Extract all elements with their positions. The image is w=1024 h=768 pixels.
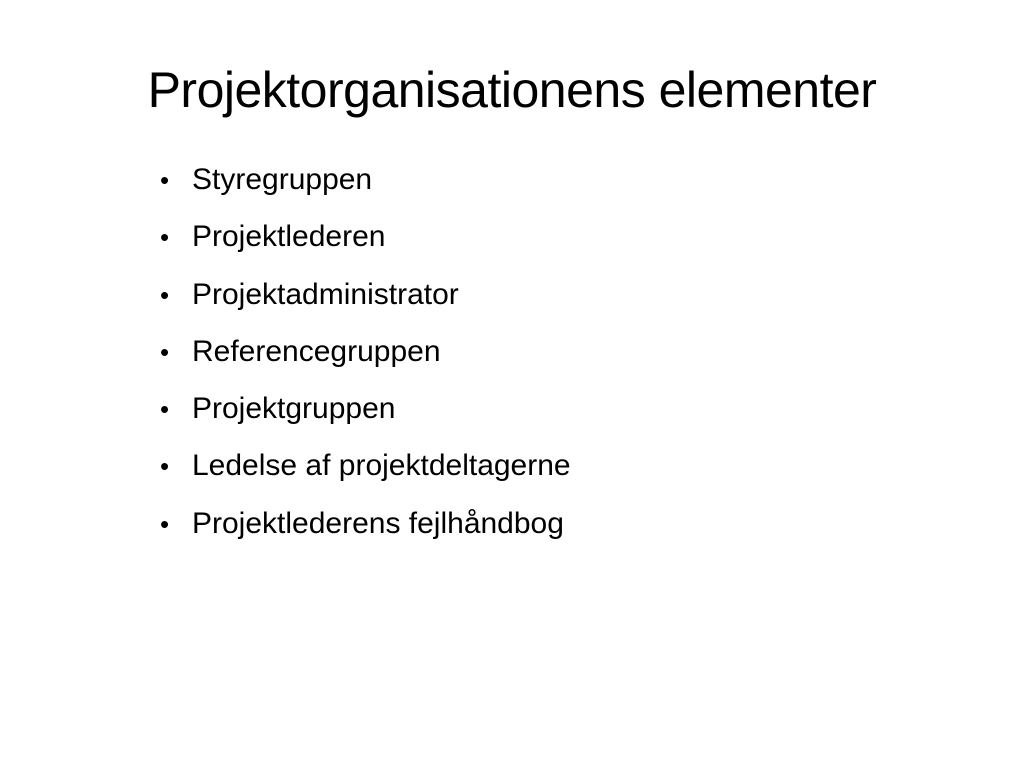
list-item [158,277,918,334]
list-item-label: Ledelse af projektdeltagerne [192,449,571,483]
bullet-list [158,162,918,563]
list-item [158,391,918,448]
list-item-label: Projektadministrator [192,277,459,311]
list-item [158,162,918,219]
list-item [158,448,918,505]
list-item-label: Projektlederens fejlhåndbog [192,506,564,540]
bullet-icon: • [160,222,170,253]
list-item-label: Referencegruppen [192,334,441,368]
bullet-icon: • [160,394,170,425]
bullet-icon: • [160,508,170,539]
list-item-label: Styregruppen [192,163,373,196]
bullet-icon: • [160,165,170,195]
slide-title: Projektorganisationens elementer [147,62,877,118]
bullet-icon: • [160,336,170,367]
list-item [158,334,918,391]
list-item [158,219,918,276]
list-item-label: Projektlederen [192,220,386,254]
list-item-label: Projektgruppen [192,392,396,426]
bullet-icon: • [160,451,170,482]
list-item [158,506,918,563]
bullet-icon: • [160,279,170,310]
